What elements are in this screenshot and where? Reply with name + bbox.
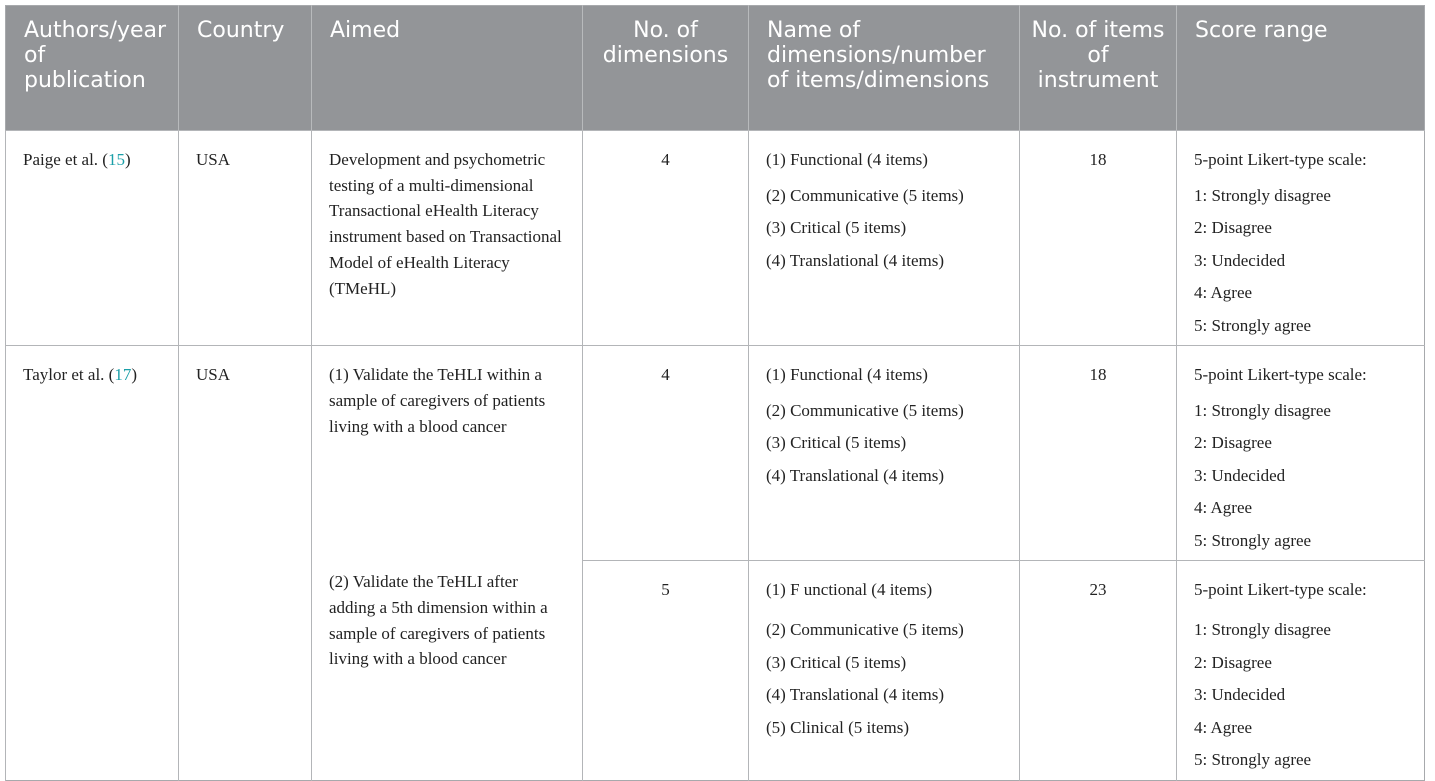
header-score-range: Score range [1177,6,1425,131]
score-range-cell [1177,131,1425,346]
no-items-cell: 23 [1020,561,1177,780]
dimension-item: (4) Translational (4 items) [766,465,945,485]
header-no-dimensions: No. of dimensions [583,6,749,131]
country-cell: USA [179,131,312,346]
scale-item: 2: Disagree [1194,218,1272,238]
no-dimensions-cell: 4 [583,346,749,561]
scale-item: 3: Undecided [1194,250,1286,270]
aim-item: (2) Validate the TeHLI after adding a 5th dimension within a sample of caregivers of patients living with a blood cancer [329,572,548,669]
no-items-cell: 18 [1020,346,1177,561]
header-aimed: Aimed [312,6,583,131]
aim-item: (1) Validate the TeHLI within a sample of caregivers of patients living with a blood cancer [329,365,546,436]
citation-link[interactable]: 17 [114,365,132,385]
author-cell: Paige et al. (15) [6,131,179,346]
scale-item: 1: Strongly disagree [1194,185,1331,205]
dimension-item: (2) Communicative (5 items) [766,620,964,640]
header-country: Country [179,6,312,131]
no-dimensions-cell: 5 [583,561,749,780]
instrument-table [5,5,1425,781]
scale-item: 5: Strongly agree [1194,750,1312,770]
dimension-item: (2) Communicative (5 items) [766,185,964,205]
scale-item: 4: Agree [1194,283,1253,303]
scale-item: 2: Disagree [1194,652,1272,672]
table-row [6,131,1425,346]
dimension-item: (1) Functional (4 items) [766,150,928,169]
scale-item: 5: Strongly agree [1194,315,1312,335]
dimension-item: (4) Translational (4 items) [766,685,945,705]
score-range-cell [1177,561,1425,780]
scale-item: 3: Undecided [1194,465,1286,485]
dimension-item: (3) Critical (5 items) [766,433,907,453]
header-name-dimensions: Name of dimensions/number of items/dimensions [749,6,1020,131]
dimensions-cell [749,561,1020,780]
dimension-item: (5) Clinical (5 items) [766,717,910,737]
author-cell: Taylor et al. (17) [6,346,179,780]
citation-link[interactable]: 15 [107,150,125,169]
no-items-cell: 18 [1020,131,1177,346]
table-row [6,346,1425,561]
dimensions-cell [749,131,1020,346]
header-no-items: No. of items of instrument [1020,6,1177,131]
dimension-item: (3) Critical (5 items) [766,652,907,672]
dimension-item: (3) Critical (5 items) [766,218,907,238]
no-dimensions-cell: 4 [583,131,749,346]
dimension-item: (1) F unctional (4 items) [766,580,933,600]
score-range-cell [1177,346,1425,561]
scale-item: 4: Agree [1194,498,1253,518]
scale-item: 4: Agree [1194,717,1253,737]
scale-item: 1: Strongly disagree [1194,400,1331,420]
scale-item: 5-point Likert-type scale: [1194,150,1367,169]
dimension-item: (2) Communicative (5 items) [766,400,964,420]
country-cell: USA [179,346,312,780]
dimension-item: (4) Translational (4 items) [766,250,945,270]
scale-item: 5: Strongly agree [1194,530,1312,550]
scale-item: 2: Disagree [1194,433,1272,453]
scale-item: 5-point Likert-type scale: [1194,580,1367,600]
header-authors: Authors/year of publication [6,6,179,131]
scale-item: 5-point Likert-type scale: [1194,365,1367,385]
header-row [6,6,1425,131]
aimed-cell: Development and psychometric testing of a multi-dimensional Transactional eHealth Literacy instrument based on Transactional Model of eHealth Literacy (TMeHL) [312,131,583,346]
dimensions-cell [749,346,1020,561]
aimed-cell [312,346,583,780]
scale-item: 1: Strongly disagree [1194,620,1331,640]
dimension-item: (1) Functional (4 items) [766,365,928,385]
scale-item: 3: Undecided [1194,685,1286,705]
